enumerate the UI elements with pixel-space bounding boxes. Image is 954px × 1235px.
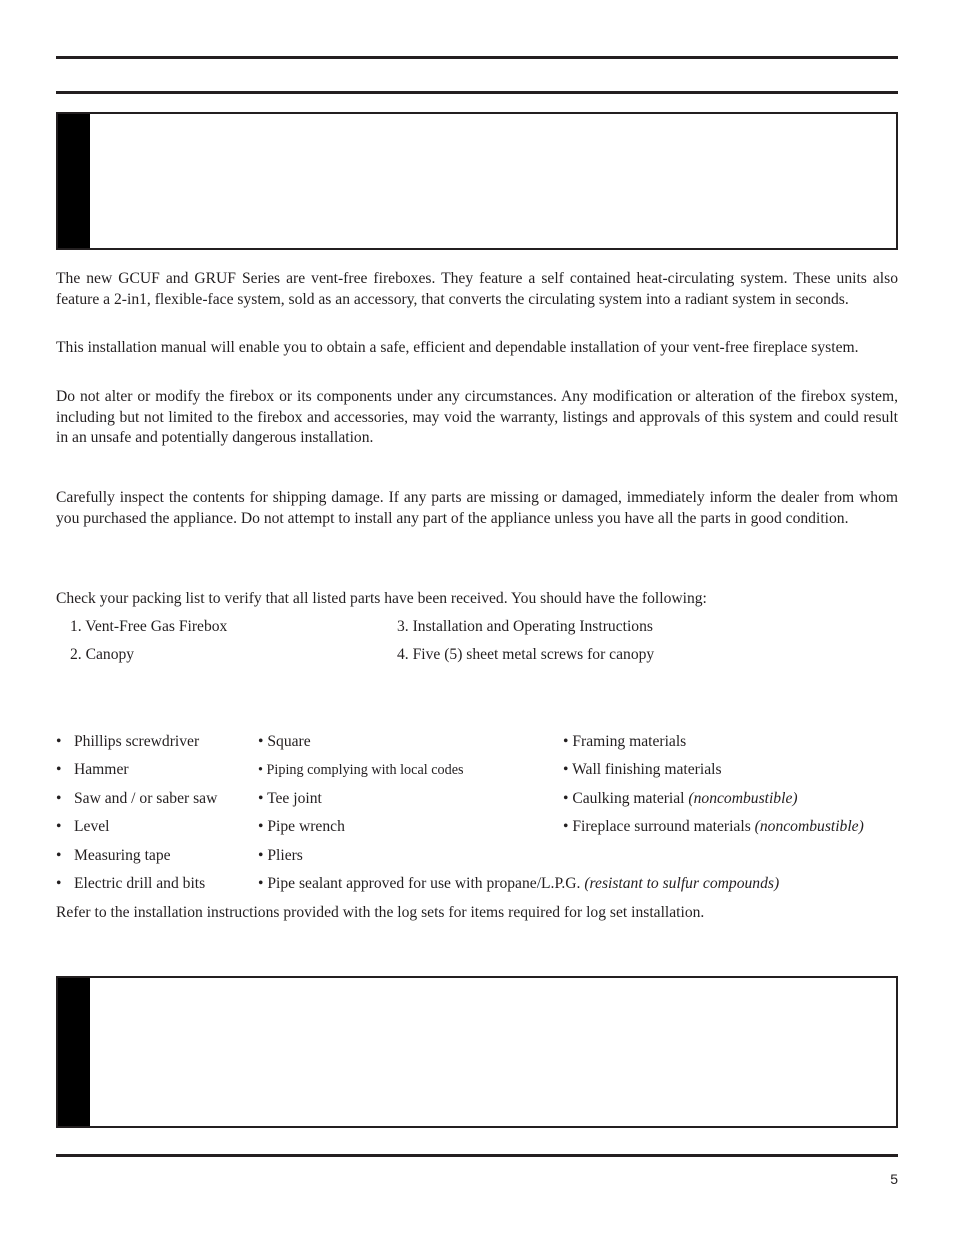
tool-item-caulking — [563, 789, 798, 809]
tool-item: • Pliers — [258, 847, 303, 864]
tool-item: Saw and / or saber saw — [74, 790, 218, 807]
notice-box-bar — [58, 978, 90, 1126]
tool-item-note: (resistant to sulfur compounds) — [584, 875, 780, 892]
tool-item-note: (noncombustible) — [754, 818, 864, 835]
tool-item: • Wall finishing materials — [563, 761, 722, 778]
tool-item-text: • Pipe sealant approved for use with propane/L.P.G. — [258, 875, 585, 892]
packing-intro: Check your packing list to verify that all listed parts have been received. You should have the following: — [56, 590, 707, 607]
tool-item: Phillips screwdriver — [74, 733, 200, 750]
notice-box-bottom — [56, 976, 898, 1128]
intro-paragraph-2: This installation manual will enable you to obtain a safe, efficient and dependable installation of your vent-free fireplace system. — [56, 339, 859, 356]
tool-item: • Square — [258, 733, 311, 750]
header-rule — [56, 91, 898, 94]
tool-item: Hammer — [74, 761, 129, 778]
tool-bullet: • — [56, 733, 62, 750]
notice-box-top — [56, 112, 898, 250]
tool-bullet: • — [56, 818, 62, 835]
tool-item: • Pipe wrench — [258, 818, 345, 835]
tool-bullet: • — [56, 790, 62, 807]
tool-item: • Framing materials — [563, 733, 687, 750]
tool-item: • Tee joint — [258, 790, 322, 807]
top-rule — [56, 56, 898, 59]
page-number: 5 — [890, 1171, 898, 1187]
tool-item-text: • Caulking material — [563, 790, 689, 807]
notice-box-bar — [58, 114, 90, 248]
tool-item-text: • Fireplace surround materials — [563, 818, 755, 835]
tool-item-note: (noncombustible) — [688, 790, 798, 807]
intro-paragraph-3: Do not alter or modify the firebox or its components under any circumstances. Any modification or alteration of the firebox system, including but not limited to the firebox and accessories, may void the warranty, listings and approvals of this system and could result in an unsafe and potentially dangerous installation. — [56, 388, 898, 447]
packing-item-4: 4. Five (5) sheet metal screws for canopy — [397, 646, 655, 663]
tool-bullet: • — [56, 875, 62, 892]
tool-bullet: • — [56, 847, 62, 864]
tool-item-surround — [563, 817, 864, 837]
inspection-paragraph: Carefully inspect the contents for shipping damage. If any parts are missing or damaged, immediately inform the dealer from whom you purchased the appliance. Do not attempt to install any part of the appliance unless you have all the parts in good condition. — [56, 489, 898, 527]
packing-item-3: 3. Installation and Operating Instructions — [397, 618, 653, 635]
tool-item: Electric drill and bits — [74, 875, 206, 892]
intro-paragraph-1: The new GCUF and GRUF Series are vent-free fireboxes. They feature a self contained heat-circulating system. These units also feature a 2-in1, flexible-face system, sold as an accessory, that converts the circulating system into a radiant system in seconds. — [56, 270, 898, 308]
tool-bullet: • — [56, 761, 62, 778]
footer-rule — [56, 1154, 898, 1157]
packing-item-2: 2. Canopy — [70, 646, 135, 663]
tool-item: Measuring tape — [74, 847, 171, 864]
tool-item: Level — [74, 818, 110, 835]
tool-item: • Piping complying with local codes — [258, 762, 464, 778]
packing-item-1: 1. Vent-Free Gas Firebox — [70, 618, 228, 635]
tool-item-sealant — [258, 874, 779, 894]
log-set-note: Refer to the installation instructions provided with the log sets for items required for log set installation. — [56, 904, 705, 921]
